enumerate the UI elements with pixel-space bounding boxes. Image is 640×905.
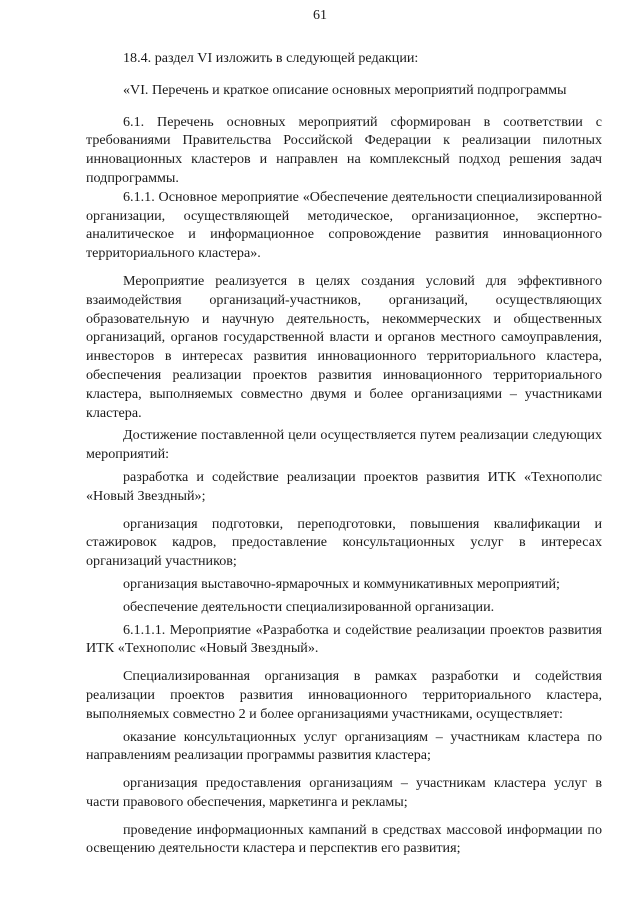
- list-item-training: организация подготовки, переподготовки, повышения квалификации и стажировок кадров, предоставление консультационных услуг в интересах организаций участников;: [86, 515, 602, 570]
- paragraph-6-1: 6.1. Перечень основных мероприятий сформирован в соответствии с требованиями Правительства Российской Федерации к реализации пилотных инновационных кластеров и направлен на комплексный подход решения задач подпрограммы.: [86, 113, 602, 186]
- section-amendment-line: 18.4. раздел VI изложить в следующей редакции:: [123, 50, 419, 66]
- paragraph-specialized-org: Специализированная организация в рамках разработки и содействия реализации проектов развития инновационного территориального кластера, выполняемых совместно 2 и более организациями участниками, осуществляет:: [86, 668, 602, 722]
- list-item-legal: организация предоставления организациям – участникам кластера услуг в части правового обеспечения, маркетинга и рекламы;: [86, 775, 602, 810]
- page-number: 61: [313, 8, 327, 23]
- list-item-consulting: оказание консультационных услуг организациям – участникам кластера по направлениям реализации программы развития кластера;: [86, 728, 602, 764]
- document-body: [86, 49, 602, 858]
- paragraph-goal: Достижение поставленной цели осуществляется путем реализации следующих мероприятий:: [86, 427, 602, 463]
- section-heading: «VI. Перечень и краткое описание основных мероприятий подпрограммы: [123, 81, 567, 98]
- list-item-exhibitions: организация выставочно-ярмарочных и коммуникативных мероприятий;: [123, 575, 560, 592]
- list-item-media: проведение информационных кампаний в средствах массовой информации по освещению деятельности кластера и перспектив его развития;: [86, 821, 602, 857]
- paragraph-purpose: Мероприятие реализуется в целях создания условий для эффективного взаимодействия организаций-участников, организаций, осуществляющих образовательную и научную деятельность, некоммерческих и общественных организаций, органов государственной власти и органов местного самоуправления, инвесторов в интересах развития инновационного территориального кластера, обеспечения реализации проектов развития инновационного территориального кластера, выполняемых совместно двумя и более организациями – участниками кластера.: [86, 272, 602, 421]
- paragraph-6-1-1-1: 6.1.1.1. Мероприятие «Разработка и содействие реализации проектов развития ИТК «Технополис «Новый Звездный».: [86, 621, 602, 657]
- list-item-support: обеспечение деятельности специализированной организации.: [123, 598, 495, 615]
- list-item-projects: разработка и содействие реализации проектов развития ИТК «Технополис «Новый Звездный»;: [86, 468, 602, 504]
- paragraph-6-1-1: 6.1.1. Основное мероприятие «Обеспечение деятельности специализированной организации, осуществляющей методическое, организационное, экспертно-аналитическое и информационное сопровождение развития инновационного территориального кластера».: [86, 188, 602, 262]
